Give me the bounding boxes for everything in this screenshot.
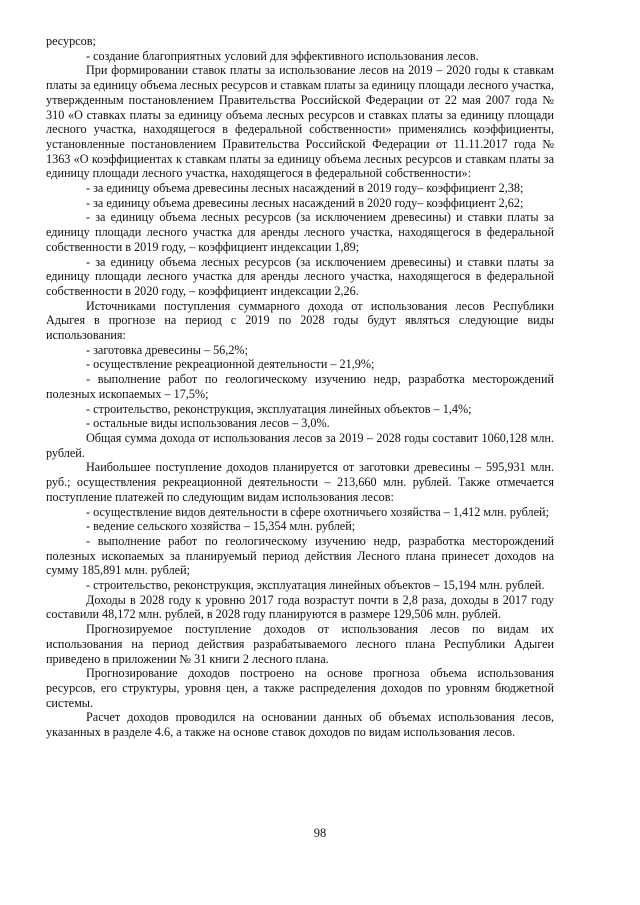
paragraph: - за единицу объема лесных ресурсов (за исключением древесины) и ставки платы за единицу площади лесного участка для аренды лесного участка, находящегося в федеральной собственности в 2020 году, – коэффициент индексации 2,26. bbox=[46, 254, 554, 298]
paragraph: Общая сумма дохода от использования лесов за 2019 – 2028 годы составит 1060,128 млн. рублей. bbox=[46, 430, 554, 460]
paragraph: - создание благоприятных условий для эффективного использования лесов. bbox=[86, 48, 479, 63]
page-number: 98 bbox=[313, 826, 327, 840]
page-content bbox=[46, 34, 554, 740]
paragraph: Источниками поступления суммарного дохода от использования лесов Республики Адыгея в прогнозе на период с 2019 по 2028 годы будут являться следующие виды использования: bbox=[46, 298, 554, 343]
paragraph: - за единицу объема древесины лесных насаждений в 2019 году– коэффициент 2,38; bbox=[86, 181, 524, 196]
paragraph: - ведение сельского хозяйства – 15,354 млн. рублей; bbox=[86, 519, 356, 534]
paragraph: Прогнозируемое поступление доходов от использования лесов по видам их использования на период действия разрабатываемого лесного плана Республики Адыгеи приведено в приложении № 31 книги 2 лесного плана. bbox=[46, 622, 554, 666]
paragraph: Доходы в 2028 году к уровню 2017 года возрастут почти в 2,8 раза, доходы в 2017 году составили 48,172 млн. рублей, в 2028 году планируются в размере 129,506 млн. рублей. bbox=[46, 592, 554, 622]
paragraph: - заготовка древесины – 56,2%; bbox=[86, 342, 248, 357]
paragraph: - остальные виды использования лесов – 3,0%. bbox=[86, 416, 330, 431]
paragraph: Наибольшее поступление доходов планируется от заготовки древесины – 595,931 млн. руб.; осуществления рекреационной деятельности – 213,660 млн. рублей. Также отмечается поступление платежей по следующим видам использования лесов: bbox=[46, 460, 554, 504]
paragraph: - строительство, реконструкция, эксплуатация линейных объектов – 15,194 млн. рублей. bbox=[86, 578, 545, 593]
paragraph: ресурсов; bbox=[46, 34, 96, 48]
paragraph: - за единицу объема древесины лесных насаждений в 2020 году– коэффициент 2,62; bbox=[86, 195, 524, 210]
paragraph: - выполнение работ по геологическому изучению недр, разработка месторождений полезных ископаемых – 17,5%; bbox=[46, 372, 554, 401]
paragraph: - выполнение работ по геологическому изучению недр, разработка месторождений полезных ископаемых за планируемый период действия Лесного плана принесет доходов на сумму 185,891 млн. рублей; bbox=[46, 533, 554, 578]
paragraph: Расчет доходов проводился на основании данных об объемах использования лесов, указанных в разделе 4.6, а также на основе ставок доходов по видам использования лесов. bbox=[46, 710, 554, 740]
paragraph: При формировании ставок платы за использование лесов на 2019 – 2020 годы к ставкам платы за единицу объема лесных ресурсов и ставкам платы за единицу площади лесного участка, утвержденным постановлением Правительства Российской Федерации от 22 мая 2007 года № 310 «О ставках платы за единицу объема лесных ресурсов и ставках платы за единицу площади лесного участка, находящегося в федеральной собственности» применялись коэффициенты, установленные постановлением Правительства Российской Федерации от 11.11.2017 года № 1363 «О коэффициентах к ставкам платы за единицу объема лесных ресурсов и ставкам платы за единицу площади лесного участка, находящегося в федеральной собственности»: bbox=[46, 63, 554, 181]
paragraph: - за единицу объема лесных ресурсов (за исключением древесины) и ставки платы за единицу площади лесного участка для аренды лесного участка, находящегося в федеральной собственности в 2019 году, – коэффициент индексации 1,89; bbox=[46, 210, 554, 254]
paragraph: - осуществление видов деятельности в сфере охотничьего хозяйства – 1,412 млн. рублей; bbox=[86, 504, 549, 519]
paragraph: - строительство, реконструкция, эксплуатация линейных объектов – 1,4%; bbox=[86, 401, 472, 416]
paragraph: Прогнозирование доходов построено на основе прогноза объема использования ресурсов, его структуры, уровня цен, а также распределения доходов по уровням бюджетной системы. bbox=[46, 666, 554, 710]
paragraph: - осуществление рекреационной деятельности – 21,9%; bbox=[86, 357, 375, 372]
